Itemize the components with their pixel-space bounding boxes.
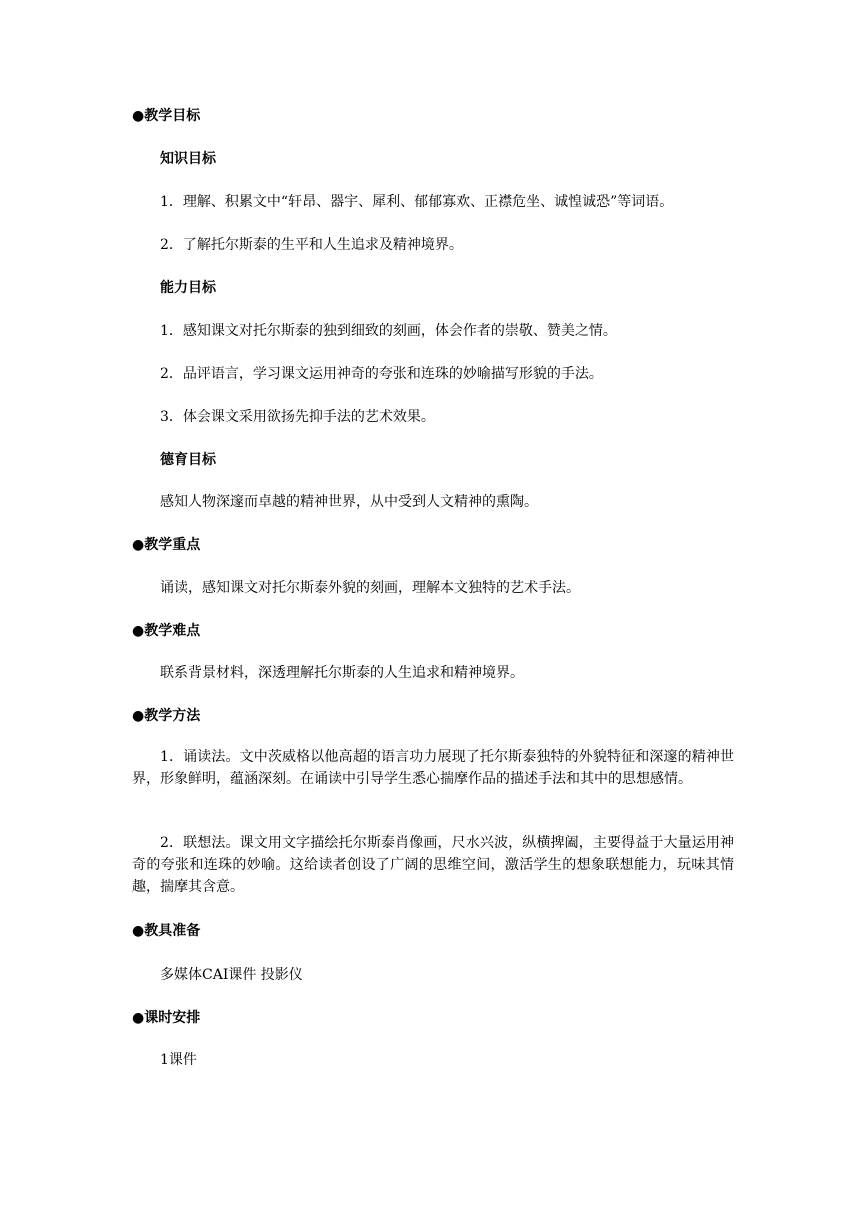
key-points-text: 诵读，感知课文对托尔斯泰外貌的刻画，理解本文独特的艺术手法。 (160, 580, 580, 596)
moral-goal-text: 感知人物深邃而卓越的精神世界，从中受到人文精神的熏陶。 (160, 494, 538, 510)
knowledge-goal-item-1: 1．理解、积累文中“轩昂、器宇、犀利、郁郁寡欢、正襟危坐、诚惶诚恐”等词语。 (160, 194, 674, 210)
ability-goal-item-1: 1．感知课文对托尔斯泰的独到细致的刻画，体会作者的崇敬、赞美之情。 (160, 323, 617, 339)
ability-goal-item-2: 2．品评语言，学习课文运用神奇的夸张和连珠的妙喻描写形貌的手法。 (160, 366, 603, 382)
method-item-2: 2．联想法。课文用文字描绘托尔斯泰肖像画，尺水兴波，纵横捭阖，主要得益于大量运用神奇的夸张和连珠的妙喻。这给读者创设了广阔的思维空间，激活学生的想象联想能力，玩味其情趣，揣摩其含意。 (132, 835, 734, 895)
knowledge-goal-item-2: 2．了解托尔斯泰的生平和人生追求及精神境界。 (160, 237, 463, 253)
subheading-knowledge-goals: 知识目标 (160, 151, 216, 167)
materials-text: 多媒体CAI课件 投影仪 (160, 967, 303, 983)
method-item-1: 1．诵读法。文中茨威格以他高超的语言功力展现了托尔斯泰独特的外貌特征和深邃的精神世界，形象鲜明，蕴涵深刻。在诵读中引导学生悉心揣摩作品的描述手法和其中的思想感情。 (132, 749, 734, 787)
heading-difficulties: ●教学难点 (132, 623, 201, 639)
heading-key-points: ●教学重点 (132, 537, 201, 553)
subheading-moral-goals: 德育目标 (160, 452, 216, 468)
heading-schedule: ●课时安排 (132, 1010, 201, 1026)
ability-goal-item-3: 3．体会课文采用欲扬先抑手法的艺术效果。 (160, 409, 435, 425)
subheading-ability-goals: 能力目标 (160, 280, 216, 296)
difficulties-text: 联系背景材料，深透理解托尔斯泰的人生追求和精神境界。 (160, 665, 524, 681)
heading-teaching-goals: ●教学目标 (132, 108, 201, 124)
schedule-text: 1课件 (160, 1052, 197, 1068)
heading-methods: ●教学方法 (132, 708, 201, 724)
heading-materials: ●教具准备 (132, 923, 201, 939)
